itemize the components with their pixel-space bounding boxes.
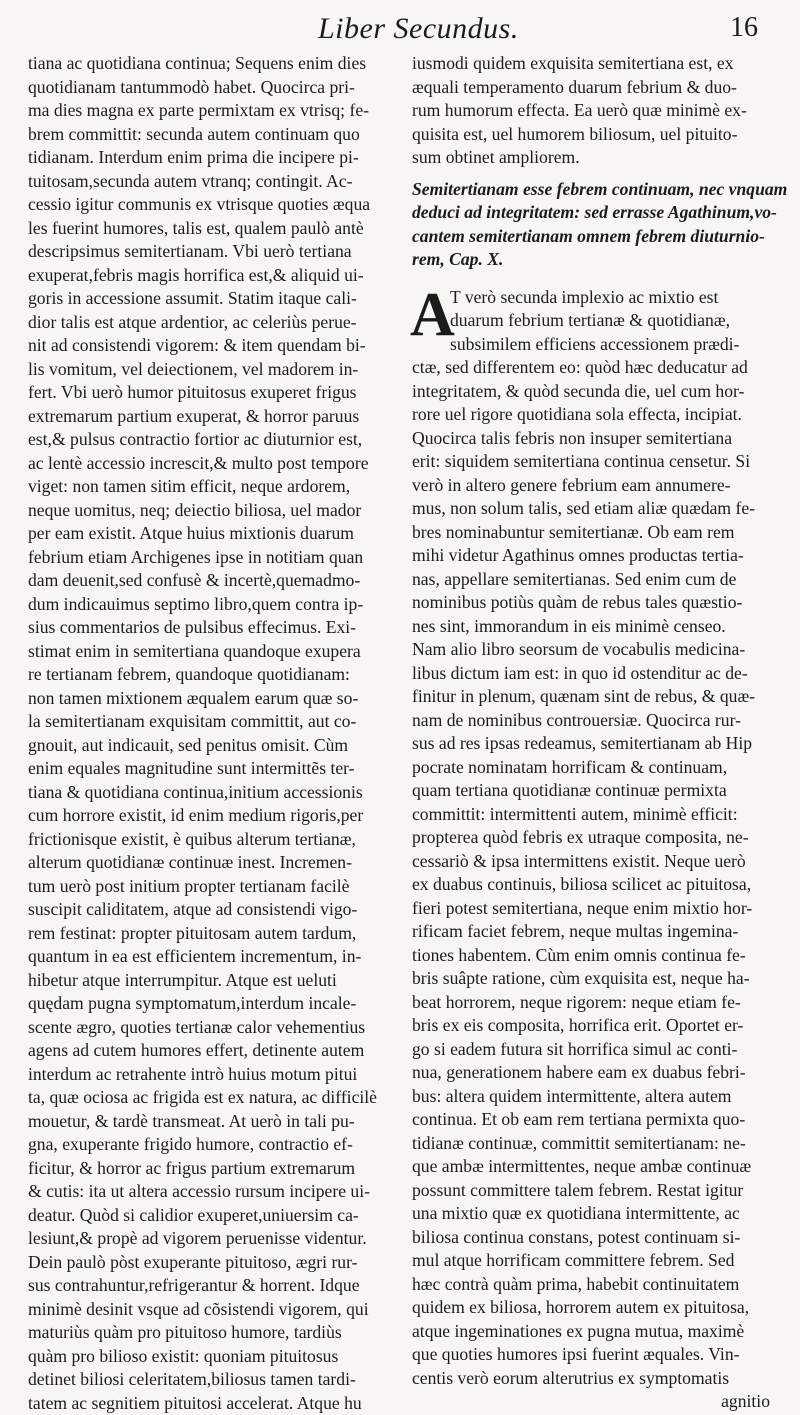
text-line: Semitertianam esse febrem continuam, nec vnquam <box>412 178 770 202</box>
text-line: deduci ad integritatem: sed errasse Agathinum,vo- <box>412 201 770 225</box>
text-line: bris ex eis composita, horrifica erit. Oportet er- <box>412 1014 770 1038</box>
text-line: agens ad cutem humores effert, detinente autem <box>28 1039 410 1063</box>
text-line: T verò secunda implexio ac mixtio est <box>412 286 770 310</box>
text-line: la semitertianam exquisitam committit, aut co- <box>28 710 410 734</box>
text-line: tiana ac quotidiana continua; Sequens enim dies <box>28 52 410 76</box>
text-line: gna, exuperante frigido humore, contractio ef- <box>28 1133 410 1157</box>
text-line: deatur. Quòd si calidior exuperet,uniuersim ca- <box>28 1204 410 1228</box>
text-line: Nam alio libro seorsum de vocabulis medicina- <box>412 638 770 662</box>
text-line: gnouit, aut indicauit, sed penitus omisit. Cùm <box>28 734 410 758</box>
text-line: extremarum partium exuperat, & horror paruus <box>28 405 410 429</box>
text-line: dam deuenit,sed confusè & incertè,quemadmo- <box>28 569 410 593</box>
text-line: sum obtinet ampliorem. <box>412 146 770 170</box>
text-line: detinet biliosi celeritatem,biliosus tamen tardi- <box>28 1368 410 1392</box>
text-line: quisita est, uel humorem biliosum, uel pituito- <box>412 123 770 147</box>
text-line: minimè desinit vsque ad cõsistendi vigorem, qui <box>28 1298 410 1322</box>
text-line: quantum in ea est efficientem incrementum, in- <box>28 945 410 969</box>
text-line: quam tertiana quotidianæ continuæ permixta <box>412 779 770 803</box>
text-line: æquali temperamento duarum febrium & duo- <box>412 76 770 100</box>
text-line: cantem semitertianam omnem febrem diuturnio- <box>412 225 770 249</box>
text-line: pocrate nominatam horrificam & continuam, <box>412 756 770 780</box>
text-line: viget: non tamen sitim efficit, neque ardorem, <box>28 475 410 499</box>
text-line: centis verò eorum alterutrius ex symptomatis <box>412 1367 770 1391</box>
text-line: subsimilem efficiens accessionem prædi- <box>412 333 770 357</box>
text-line: rificam faciet febrem, neque multas ingemina- <box>412 920 770 944</box>
text-line: bres nominabuntur semitertianæ. Ob eam rem <box>412 521 770 545</box>
text-line: nas, appellare semitertianas. Sed enim cum de <box>412 568 770 592</box>
text-line: hæc contrà quàm prima, habebit continuitatem <box>412 1273 770 1297</box>
text-line: cessariò & ipsa intermittens existit. Neque uerò <box>412 850 770 874</box>
text-line: Quocirca talis febris non insuper semitertiana <box>412 427 770 451</box>
text-line: propterea quòd febris ex utraque composita, ne- <box>412 826 770 850</box>
text-line: lesiunt,& propè ad vigorem peruenisse videntur. <box>28 1227 410 1251</box>
text-line: atque ingeminationes ex pugna mutua, maximè <box>412 1320 770 1344</box>
text-line: rore uel rigore quotidiana sola effecta, incipiat. <box>412 403 770 427</box>
text-line: quàm pro bilioso existit: quoniam pituitosus <box>28 1345 410 1369</box>
text-line: ex duabus continuis, biliosa scilicet ac pituitosa, <box>412 873 770 897</box>
text-line: est,& pulsus contractio fortior ac diuturnior est, <box>28 428 410 452</box>
text-line: cum horrore existit, id enim medium rigoris,per <box>28 804 410 828</box>
text-line: nominibus potiùs quàm de rebus tales quæstio- <box>412 591 770 615</box>
text-line: una mixtio quæ ex quotidiana intermittente, ac <box>412 1202 770 1226</box>
text-line: goris in accessione assumit. Statim itaque cali- <box>28 287 410 311</box>
text-line: mouetur, & tardè transmeat. At uerò in tali pu- <box>28 1110 410 1134</box>
text-line: tiana & quotidiana continua,initium accessionis <box>28 781 410 805</box>
text-line: ta, quæ ociosa ac frigida est ex natura, ac difficilè <box>28 1086 410 1110</box>
chapter-heading <box>412 178 770 272</box>
page-number: 16 <box>730 12 758 44</box>
right-body-paragraph <box>412 356 770 1390</box>
page-header <box>0 0 800 50</box>
text-line: nit ad consistendi vigorem: & item quendam bi- <box>28 334 410 358</box>
text-line: lis vomitum, vel deiectionem, vel madorem in- <box>28 358 410 382</box>
text-line: re tertianam febrem, quandoque quotidianam: <box>28 663 410 687</box>
right-intro-paragraph <box>412 52 770 170</box>
text-line: biliosa continua constans, potest continuam si- <box>412 1226 770 1250</box>
text-line: descripsimus semitertianam. Vbi uerò tertiana <box>28 240 410 264</box>
left-text-column <box>28 52 410 1415</box>
text-line: que quoties humores ipsi fuerint æquales. Vin- <box>412 1343 770 1367</box>
text-line: beat horrorem, neque rigorem: neque etiam fe- <box>412 991 770 1015</box>
text-line: ctæ, sed differentem eo: quòd hæc deducatur ad <box>412 356 770 380</box>
text-line: brem committit: secunda autem continuam quo <box>28 123 410 147</box>
text-line: tuitosam,secunda autem vtranq; contingit. Ac- <box>28 170 410 194</box>
text-line: neque uomitus, neq; deiectio biliosa, uel mador <box>28 499 410 523</box>
text-line: cessio igitur communis ex vtrisque quoties æqua <box>28 193 410 217</box>
dropcap-paragraph-start <box>412 286 770 357</box>
text-line: febrium etiam Archigenes ipse in notitiam quan <box>28 546 410 570</box>
text-line: mul atque horrificam committere febrem. Sed <box>412 1249 770 1273</box>
text-line: interdum ac retrahente intrò huius motum pitui <box>28 1063 410 1087</box>
text-line: scente ægro, quoties tertianæ calor vehementius <box>28 1016 410 1040</box>
text-line: nam de nominibus controuersiæ. Quocirca rur- <box>412 709 770 733</box>
text-line: mus, non solum talis, sed etiam aliæ quædam fe- <box>412 497 770 521</box>
text-line: mihi videtur Agathinus omnes productas tertia- <box>412 544 770 568</box>
text-line: hibetur atque interrumpitur. Atque est ueluti <box>28 969 410 993</box>
text-line: erit: siquidem semitertiana continua censetur. Si <box>412 450 770 474</box>
text-line: sus ad res ipsas redeamus, semitertianam ab Hip <box>412 732 770 756</box>
text-line: ma dies magna ex parte permixtam ex vtrisq; fe- <box>28 99 410 123</box>
text-line: non tamen mixtionem æqualem earum quæ so- <box>28 687 410 711</box>
text-line: rem festinat: propter pituitosam autem tardum, <box>28 922 410 946</box>
text-line: continua. Et ob eam rem tertiana permixta quo- <box>412 1108 770 1132</box>
text-line: quidem ex biliosa, horrorem autem ex pituitosa, <box>412 1296 770 1320</box>
text-line: tatem ac segnitiem pituitosi accelerat. Atque hu <box>28 1392 410 1415</box>
text-line: tiones habentem. Cùm enim omnis continua fe- <box>412 944 770 968</box>
text-line: les fuerint humores, talis est, qualem paulò antè <box>28 217 410 241</box>
text-line: quotidianam tantummodò habet. Quocirca pri- <box>28 76 410 100</box>
text-line: ficitur, & horror ac frigus partium extremarum <box>28 1157 410 1181</box>
text-line: exuperat,febris magis horrifica est,& aliquid ui- <box>28 264 410 288</box>
text-line: fert. Vbi uerò humor pituitosus exuperet frigus <box>28 381 410 405</box>
text-line: maturiùs quàm pro pituitoso humore, tardiùs <box>28 1321 410 1345</box>
text-line: committit: intermittenti autem, minimè efficit: <box>412 803 770 827</box>
text-line: per eam existit. Atque huius mixtionis duarum <box>28 522 410 546</box>
text-line: ac lentè accessio increscit,& multo post tempore <box>28 452 410 476</box>
text-line: nes sint, immorandum in eis minimè censeo. <box>412 615 770 639</box>
text-line: duarum febrium tertianæ & quotidianæ, <box>412 309 770 333</box>
text-line: possunt committere talem febrem. Restat igitur <box>412 1179 770 1203</box>
text-line: fieri potest semitertiana, neque enim mixtio hor- <box>412 897 770 921</box>
text-line: dior talis est atque ardentior, ac celeriùs perue- <box>28 311 410 335</box>
text-line: nua, generationem habere eam ex duabus febri- <box>412 1061 770 1085</box>
text-line: quędam pugna symptomatum,interdum incale- <box>28 992 410 1016</box>
text-line: Dein paulò pòst exuperante pituitoso, ægri rur- <box>28 1251 410 1275</box>
text-line: libus dictum iam est: in quo id ostenditur ac de- <box>412 662 770 686</box>
text-line: rem, Cap. X. <box>412 248 770 272</box>
catchword: agnitio <box>412 1390 770 1414</box>
text-line: integritatem, & quòd secunda die, uel cum hor- <box>412 380 770 404</box>
text-line: verò in altero genere febrium eam annumere- <box>412 474 770 498</box>
text-line: dum indicauimus septimo libro,quem contra ip- <box>28 593 410 617</box>
text-line: suscipit caliditatem, atque ad consistendi vigo- <box>28 898 410 922</box>
text-line: alterum quotidianæ continuæ inest. Incremen- <box>28 851 410 875</box>
text-line: sius commentarios de pulsibus effecimus. Exi- <box>28 616 410 640</box>
text-line: iusmodi quidem exquisita semitertiana est, ex <box>412 52 770 76</box>
text-line: frictionisque existit, è quibus alterum tertianæ, <box>28 828 410 852</box>
running-title: Liber Secundus. <box>318 12 519 46</box>
text-line: finitur in plenum, quænam sint de rebus, & quæ- <box>412 685 770 709</box>
text-line: rum humorum effecta. Ea uerò quæ minimè ex- <box>412 99 770 123</box>
text-line: go si eadem futura sit horrifica simul ac conti- <box>412 1038 770 1062</box>
right-text-column <box>412 52 770 1414</box>
text-line: & cutis: ita ut altera accessio rursum incipere ui- <box>28 1180 410 1204</box>
text-line: enim equales magnitudine sunt intermittẽs ter- <box>28 757 410 781</box>
dropcap-lines <box>412 286 770 357</box>
text-line: tidianam. Interdum enim prima die incipere pi- <box>28 146 410 170</box>
text-line: bris suâpte ratione, cùm exquisita est, neque ha- <box>412 967 770 991</box>
drop-cap-initial: A <box>410 284 455 346</box>
text-line: tum uerò post initium propter tertianam facilè <box>28 875 410 899</box>
text-line: bus: altera quidem intermittente, altera autem <box>412 1085 770 1109</box>
text-line: que ambæ intermittentes, neque ambæ continuæ <box>412 1155 770 1179</box>
text-line: stimat enim in semitertiana quandoque exupera <box>28 640 410 664</box>
text-line: tidianæ continuæ, committit semitertianam: ne- <box>412 1132 770 1156</box>
text-line: sus contrahuntur,refrigerantur & horrent. Idque <box>28 1274 410 1298</box>
